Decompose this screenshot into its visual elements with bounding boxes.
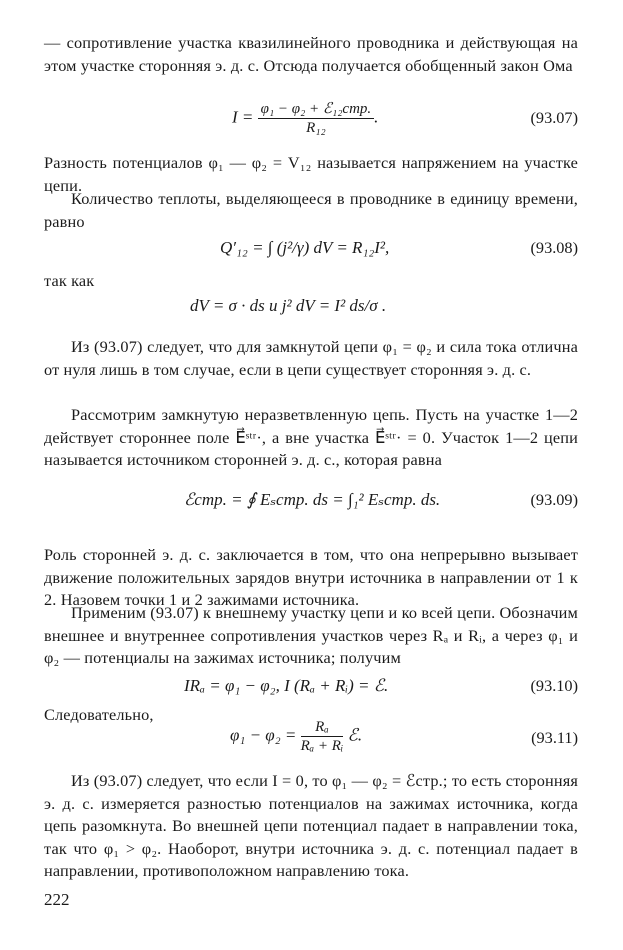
paragraph-role: Роль сторонней э. д. с. заключается в том, что она непрерывно вызывает движение положительных зарядов внутри источника в направлении от 1 к 2. Назовем точки 1 и 2 зажимами источника. [44, 545, 578, 609]
equation-93-07-formula [232, 100, 378, 137]
equation-93-08 [44, 232, 578, 272]
equation-93-11-formula [230, 718, 362, 755]
eq1-fraction [258, 100, 375, 137]
equation-number: (93.09) [530, 490, 578, 509]
page-number: 222 [44, 890, 70, 909]
equation-93-07 [44, 100, 578, 140]
equation-93-10-formula: IRₐ = φ₁ − φ₂, I (Rₐ + Rᵢ) = ℰ. [184, 676, 389, 695]
equation-93-08-formula: Q′₁₂ = ∫ (j²/γ) dV = R₁₂I², [220, 238, 390, 257]
equation-number: (93.07) [530, 108, 578, 127]
equation-dv-formula: dV = σ · ds и j² dV = I² ds/σ . [190, 296, 387, 315]
eq6-numerator: Rₐ [301, 718, 344, 737]
eq1-numerator: φ₁ − φ₂ + ℰ₁₂стр. [258, 100, 375, 119]
paragraph-since: так как [44, 271, 95, 290]
eq1-denominator: R₁₂ [306, 120, 326, 136]
paragraph-therefore: Следовательно, [44, 705, 154, 724]
equation-number: (93.10) [530, 676, 578, 695]
paragraph-intro: — сопротивление участка квазилинейного проводника и действующая на этом участке сторонняя э. д. с. Отсюда получается обобщенный закон Ома [44, 33, 578, 75]
eq6-denominator: Rₐ + Rᵢ [300, 738, 344, 754]
eq6-tail: ℰ. [347, 725, 363, 745]
equation-number: (93.08) [530, 238, 578, 257]
paragraph-voltage: Разность потенциалов φ₁ — φ₂ = V₁₂ называется напряжением на участке цепи. [44, 153, 578, 195]
eq1-lhs: I = [232, 107, 254, 127]
paragraph-conclusion: Из (93.07) следует, что если I = 0, то φ₁ — φ₂ = ℰстр.; то есть сторонняя э. д. с. измеряется разностью потенциалов на зажимах источника, когда цепь разомкнута. Во внешней цепи потенциал падает в направлении тока, так что φ₁ > φ₂. Наоборот, внутри источника э. д. с. потенциал падает в направлении, противоположном направлению тока. [44, 771, 578, 880]
eq6-lhs: φ₁ − φ₂ = [230, 725, 297, 745]
equation-93-11 [44, 718, 578, 758]
equation-93-09-formula: ℰстр. = ∮ Eₛстр. ds = ∫₁² Eₛстр. ds. [184, 490, 441, 509]
eq1-tail: . [374, 107, 379, 127]
paragraph-closed-circuit: Из (93.07) следует, что для замкнутой цепи φ₁ = φ₂ и сила тока отлична от нуля лишь в том случае, если в цепи существует сторонняя э. д. с. [44, 337, 578, 379]
paragraph-unbranched: Рассмотрим замкнутую неразветвленную цепь. Пусть на участке 1—2 действует стороннее поле E⃗ˢᵗʳ·, а вне участка E⃗ˢᵗʳ· = 0. Участок 1—2 цепи называется источником сторонней э. д. с., которая равна [44, 405, 578, 469]
eq6-fraction [301, 718, 344, 755]
equation-93-09 [44, 480, 578, 520]
equation-number: (93.11) [531, 728, 578, 747]
equation-dv [44, 290, 578, 330]
paragraph-apply: Применим (93.07) к внешнему участку цепи и ко всей цепи. Обозначим внешнее и внутреннее сопротивления участков через Rₐ и Rᵢ, а через φ₁ и φ₂ — потенциалы на зажимах источника; получим [44, 603, 578, 667]
paragraph-heat: Количество теплоты, выделяющееся в проводнике в единицу времени, равно [44, 189, 578, 231]
